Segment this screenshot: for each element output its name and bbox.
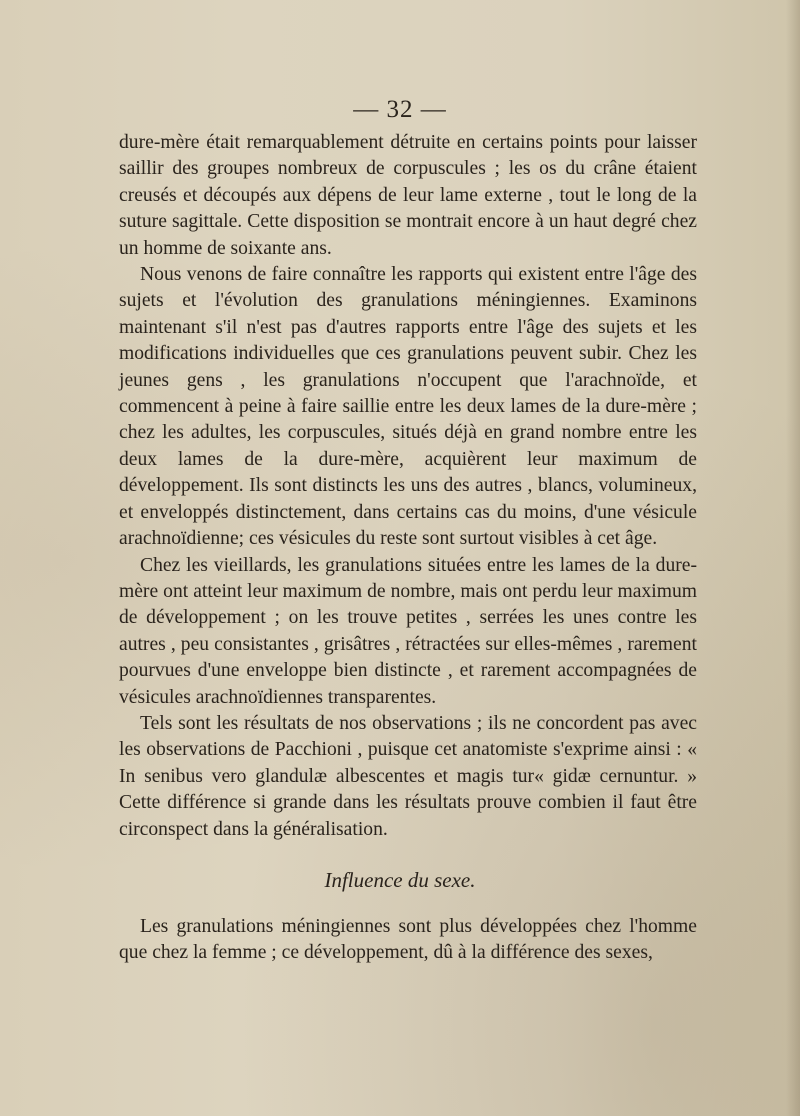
- section-heading: Influence du sexe.: [324, 868, 476, 892]
- paragraph-elderly: Chez les vieillards, les granulations situées entre les lames de la dure-mère ont atteint leur maximum de nombre, mais ont perdu leur maximum de développement ; on les trouve petites , serrées les unes contre les autres , peu consistantes , grisâtres , rétractées sur elles-mêmes , rarement pourvues d'une enveloppe bien distincte , et rarement accompagnées de vésicules arachnoïdiennes transparentes.: [119, 554, 697, 708]
- paragraph-sex-influence: Les granulations méningiennes sont plus développées chez l'homme que chez la femme ; ce développement, dû à la différence des sexes,: [119, 916, 697, 964]
- body-text: [119, 130, 697, 843]
- paragraph-age-evolution: Nous venons de faire connaître les rapports qui existent entre l'âge des sujets et l'évolution des granulations méningiennes. Examinons maintenant s'il n'est pas d'autres rapports entre l'âge des sujets et les modifications individuelles que ces granulations peuvent subir. Chez les jeunes gens , les granulations n'occupent que l'arachnoïde, et commencent à peine à faire saillie entre les deux lames de la dure-mère ; chez les adultes, les corpuscules, situés déjà en grand nombre entre les deux lames de la dure-mère, acquièrent leur maximum de développement. Ils sont distincts les uns des autres , blancs, volumineux, et enveloppés distinctement, dans certains cas du moins, d'une vésicule arachnoïdienne; ces vésicules du reste sont surtout visibles à cet âge.: [119, 264, 697, 550]
- page-number: — 32 —: [353, 96, 447, 123]
- paragraph-continued: dure-mère était remarquablement détruite en certains points pour laisser saillir des groupes nombreux de corpuscules ; les os du crâne étaient creusés et découpés aux dépens de leur lame externe , tout le long de la suture sagittale. Cette disposition se montrait encore à un haut degré chez un homme de soixante ans.: [119, 132, 697, 259]
- section-text: [119, 914, 697, 967]
- paragraph-pacchioni: Tels sont les résultats de nos observations ; ils ne concordent pas avec les observations de Pacchioni , puisque cet anatomiste s'exprime ainsi : « In senibus vero glandulæ albescentes et magis tur« gidæ cernuntur. » Cette différence si grande dans les résultats prouve combien il faut être circonspect dans la généralisation.: [119, 712, 697, 840]
